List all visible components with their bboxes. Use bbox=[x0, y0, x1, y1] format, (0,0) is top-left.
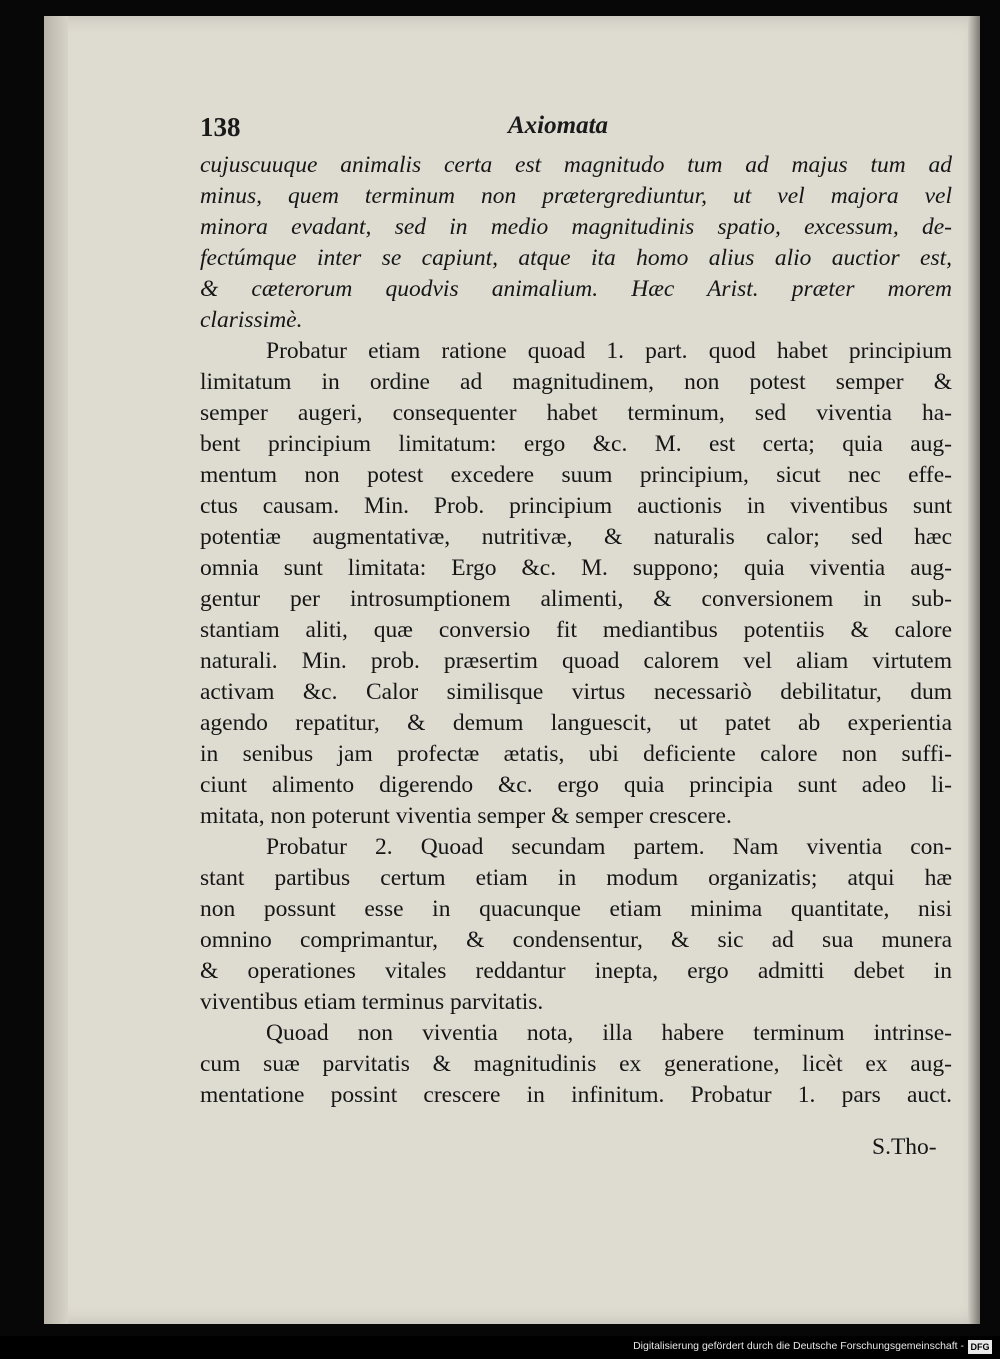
footer-credit: Digitalisierung gefördert durch die Deutsche Forschungsgemeinschaft - bbox=[633, 1340, 964, 1352]
page-right-edge bbox=[968, 16, 980, 1324]
text-line: non possunt esse in quacunque etiam minima quantitate, nisi bbox=[200, 896, 952, 922]
text-line: ctus causam. Min. Prob. principium auctionis in viventibus sunt bbox=[200, 493, 952, 519]
text-line: ciunt alimento digerendo &c. ergo quia principia sunt adeo li- bbox=[200, 772, 952, 798]
text-line: mentatione possint crescere in infinitum. Probatur 1. pars auct. bbox=[200, 1082, 952, 1108]
paragraph-4 bbox=[200, 1018, 952, 1111]
text-line: stantiam aliti, quæ conversio fit mediantibus potentiis & calore bbox=[200, 617, 952, 643]
page-number: 138 bbox=[200, 112, 241, 142]
text-line: cujuscuuque animalis certa est magnitudo tum ad majus tum ad bbox=[200, 152, 952, 178]
text-line: fectúmque inter se capiunt, atque ita homo alius alio auctior est, bbox=[200, 245, 952, 271]
text-line: activam &c. Calor similisque virtus necessariò debilitatur, dum bbox=[200, 679, 952, 705]
text-line: clarissimè. bbox=[200, 307, 303, 333]
text-line: & cæterorum quodvis animalium. Hæc Arist. præter morem bbox=[200, 276, 952, 302]
text-line: omnia sunt limitata: Ergo &c. M. suppono; quia viventia aug- bbox=[200, 555, 952, 581]
text-line: gentur per introsumptionem alimenti, & conversionem in sub- bbox=[200, 586, 952, 612]
catchword: S.Tho- bbox=[872, 1134, 937, 1160]
text-line: Probatur 2. Quoad secundam partem. Nam viventia con- bbox=[266, 834, 952, 860]
text-line: semper augeri, consequenter habet terminum, sed viventia ha- bbox=[200, 400, 952, 426]
running-head: Axiomata bbox=[508, 112, 609, 139]
text-line: viventibus etiam terminus parvitatis. bbox=[200, 989, 544, 1015]
paragraph-3 bbox=[200, 832, 952, 1018]
digitization-footer bbox=[0, 1336, 1000, 1359]
text-line: naturali. Min. prob. præsertim quoad calorem vel aliam virtutem bbox=[200, 648, 952, 674]
text-line: Probatur etiam ratione quoad 1. part. quod habet principium bbox=[266, 338, 952, 364]
text-line: omnino comprimantur, & condensentur, & sic ad sua munera bbox=[200, 927, 952, 953]
dfg-logo-icon: DFG bbox=[968, 1340, 992, 1354]
text-line: stant partibus certum etiam in modum organizatis; atqui hæ bbox=[200, 865, 952, 891]
page-header bbox=[200, 112, 952, 146]
text-line: in senibus jam profectæ ætatis, ubi deficiente calore non suffi- bbox=[200, 741, 952, 767]
text-line: bent principium limitatum: ergo &c. M. est certa; quia aug- bbox=[200, 431, 952, 457]
text-line: & operationes vitales reddantur inepta, ergo admitti debet in bbox=[200, 958, 952, 984]
paragraph-2 bbox=[200, 336, 952, 832]
text-line: mitata, non poterunt viventia semper & semper crescere. bbox=[200, 803, 732, 829]
text-line: Quoad non viventia nota, illa habere terminum intrinse- bbox=[266, 1020, 952, 1046]
text-line: limitatum in ordine ad magnitudinem, non potest semper & bbox=[200, 369, 952, 395]
text-line: potentiæ augmentativæ, nutritivæ, & naturalis calor; sed hæc bbox=[200, 524, 952, 550]
text-line: agendo repatitur, & demum languescit, ut patet ab experientia bbox=[200, 710, 952, 736]
text-line: mentum non potest excedere suum principium, sicut nec effe- bbox=[200, 462, 952, 488]
body-text bbox=[200, 150, 952, 1111]
paragraph-1 bbox=[200, 150, 952, 336]
text-line: cum suæ parvitatis & magnitudinis ex generatione, licèt ex aug- bbox=[200, 1051, 952, 1077]
text-line: minus, quem terminum non prætergrediuntur, ut vel majora vel bbox=[200, 183, 952, 209]
page-gutter-shadow bbox=[44, 16, 68, 1324]
text-line: minora evadant, sed in medio magnitudinis spatio, excessum, de- bbox=[200, 214, 952, 240]
